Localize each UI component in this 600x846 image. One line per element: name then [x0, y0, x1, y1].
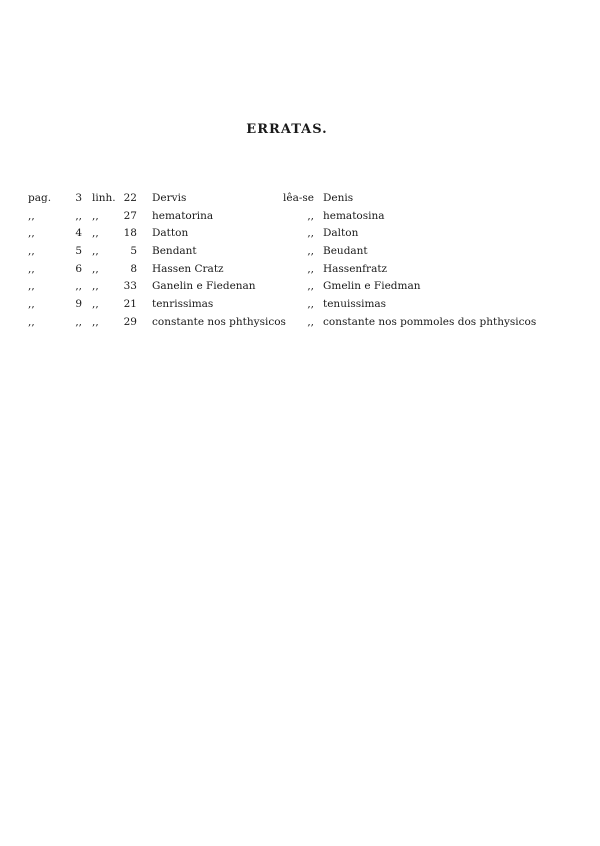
- line-number: 18: [123, 227, 137, 240]
- page-number: ,,: [75, 315, 82, 328]
- page-abbrev: ,,: [28, 245, 35, 258]
- line-abbrev: ,,: [92, 209, 99, 222]
- page-number: 6: [75, 262, 82, 275]
- read-as: ,,: [307, 262, 314, 275]
- line-abbrev: ,,: [92, 245, 99, 258]
- errata-table: [0, 190, 600, 332]
- errata-row: [0, 243, 600, 261]
- correction-text: Hassenfratz: [323, 262, 388, 275]
- page-number: 4: [75, 227, 82, 240]
- page-number: ,,: [75, 209, 82, 222]
- read-as: lêa-se: [283, 192, 314, 204]
- errata-row: [0, 261, 600, 279]
- page-number: ,,: [75, 280, 82, 293]
- page-abbrev: ,,: [28, 227, 35, 240]
- correction-text: tenuissimas: [323, 298, 387, 311]
- correction-text: Denis: [323, 192, 354, 204]
- read-as: ,,: [307, 280, 314, 293]
- error-text: constante nos phthysicos: [152, 315, 286, 328]
- correction-text: Beudant: [323, 245, 368, 258]
- error-text: hematorina: [152, 209, 214, 222]
- read-as: ,,: [307, 245, 314, 258]
- error-text: Datton: [152, 227, 189, 240]
- error-text: Ganelin e Fiedenan: [152, 280, 256, 293]
- errata-row: [0, 225, 600, 243]
- correction-text: Dalton: [323, 227, 359, 240]
- read-as: ,,: [307, 315, 314, 328]
- correction-text: hematosina: [323, 209, 385, 222]
- errata-row: [0, 314, 600, 332]
- page-abbrev: ,,: [28, 280, 35, 293]
- page-number: 3: [75, 192, 82, 204]
- page-title: ERRATAS.: [246, 122, 328, 137]
- line-abbrev: ,,: [92, 280, 99, 293]
- read-as: ,,: [307, 298, 314, 311]
- read-as: ,,: [307, 227, 314, 240]
- correction-text: constante nos pommoles dos phthysicos: [323, 315, 537, 328]
- error-text: Hassen Cratz: [152, 262, 224, 275]
- line-abbrev: ,,: [92, 315, 99, 328]
- line-number: 8: [130, 262, 137, 275]
- errata-row: [0, 296, 600, 314]
- line-abbrev: ,,: [92, 298, 99, 311]
- error-text: Dervis: [152, 192, 187, 204]
- error-text: tenrissimas: [152, 298, 214, 311]
- line-number: 27: [123, 209, 137, 222]
- line-abbrev: linh.: [92, 192, 116, 204]
- page-number: 9: [75, 298, 82, 311]
- line-number: 33: [123, 280, 137, 293]
- page-number: 5: [75, 245, 82, 258]
- read-as: ,,: [307, 209, 314, 222]
- correction-text: Gmelin e Fiedman: [323, 280, 421, 293]
- page-abbrev: ,,: [28, 209, 35, 222]
- page-abbrev: ,,: [28, 262, 35, 275]
- line-number: 21: [123, 298, 137, 311]
- errata-row: [0, 208, 600, 226]
- line-abbrev: ,,: [92, 262, 99, 275]
- line-number: 29: [123, 315, 137, 328]
- errata-row: [0, 278, 600, 296]
- page-abbrev: pag.: [28, 192, 52, 204]
- page-abbrev: ,,: [28, 298, 35, 311]
- errata-row: [0, 190, 600, 208]
- line-number: 5: [130, 245, 137, 258]
- line-abbrev: ,,: [92, 227, 99, 240]
- error-text: Bendant: [152, 245, 197, 258]
- line-number: 22: [123, 192, 137, 204]
- page-abbrev: ,,: [28, 315, 35, 328]
